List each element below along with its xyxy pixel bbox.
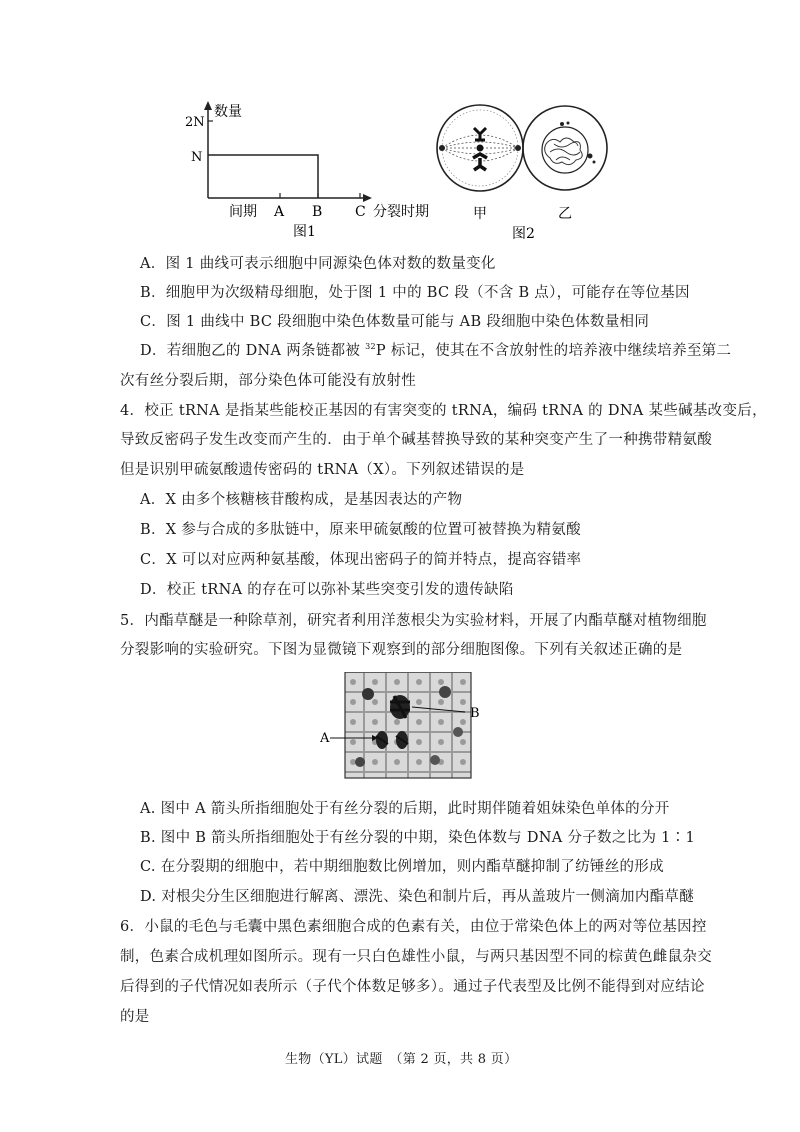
q4-stem-line-2: 导致反密码子发生改变而产生的．由于单个碱基替换导致的某种突变产生了一种携带精氨酸: [120, 432, 712, 448]
q3-option-C: C．图 1 曲线中 BC 段细胞中染色体数量可能与 AB 段细胞中染色体数量相同: [140, 314, 650, 330]
q3-option-D-text-2: P 标记，使其在不含放射性的培养液中继续培养至第二: [375, 343, 732, 359]
q3-option-D-text-1: D．若细胞乙的 DNA 两条链都被: [140, 343, 366, 359]
x-label-C: C: [355, 204, 366, 220]
cell-B-metaphase: [390, 695, 410, 719]
figure2-illustration: [430, 100, 610, 245]
q3-option-D-continued: 次有丝分裂后期，部分染色体可能没有放射性: [120, 373, 416, 389]
x-label-B: B: [312, 204, 323, 220]
x-axis-arrow: [363, 194, 372, 202]
figure2: [430, 100, 610, 245]
q4-option-C: C．X 可以对应两种氨基酸，体现出密码子的简并特点，提高容错率: [140, 552, 582, 568]
y-tick-label-2N: 2N: [185, 115, 205, 130]
q5-option-B: B. 图中 B 箭头所指细胞处于有丝分裂的中期，染色体数与 DNA 分子数之比为 1∶1: [140, 830, 696, 846]
label-B: B: [470, 706, 480, 721]
label-A: A: [320, 731, 330, 746]
q6-stem-line-3: 后得到的子代情况如表所示（子代个体数足够多）。通过子代表型及比例不能得到对应结论: [120, 979, 705, 995]
x-axis-label: 分裂时期: [373, 204, 429, 220]
q5-option-D: D. 对根尖分生区细胞进行解离、漂洗、染色和制片后，再从盖玻片一侧滴加内酯草醚: [140, 889, 695, 905]
x-label-A: A: [274, 204, 285, 220]
micrograph-figure: [320, 672, 495, 784]
figure2-caption: 图2: [512, 226, 535, 242]
q3-option-B: B．细胞甲为次级精母细胞，处于图 1 中的 BC 段（不含 B 点），可能存在等位基因: [140, 285, 690, 301]
cell-yi-label: 乙: [558, 206, 572, 222]
micrograph-image: [320, 672, 495, 784]
y-tick-label-N: N: [191, 150, 203, 165]
q4-stem-line-3: 但是识别甲硫氨酸遗传密码的 tRNA（X）。下列叙述错误的是: [120, 462, 525, 478]
figure1-caption: 图1: [293, 224, 316, 240]
q4-option-D: D．校正 tRNA 的存在可以弥补某些突变引发的遗传缺陷: [140, 582, 514, 598]
q5-stem-line-2: 分裂影响的实验研究。下图为显微镜下观察到的部分细胞图像。下列有关叙述正确的是: [120, 642, 683, 658]
q5-option-C: C. 在分裂期的细胞中，若中期细胞数比例增加，则内酯草醚抑制了纺锤丝的形成: [140, 859, 664, 875]
cell-yi: [523, 106, 607, 190]
q6-stem-line-4: 的是: [120, 1009, 150, 1025]
q4-option-A: A．X 由多个核糖核苷酸构成，是基因表达的产物: [140, 492, 463, 508]
x-label-interphase: 间期: [229, 204, 257, 220]
q5-option-A: A. 图中 A 箭头所指细胞处于有丝分裂的后期，此时期伴随着姐妹染色单体的分开: [140, 801, 670, 817]
cell-jia: [437, 105, 523, 191]
q5-stem-line-1: 5．内酯草醚是一种除草剂，研究者利用洋葱根尖为实验材料，开展了内酯草醚对植物细胞: [120, 613, 707, 629]
q3-option-A: A．图 1 曲线可表示细胞中同源染色体对数的数量变化: [140, 256, 496, 272]
q3-option-D: [140, 341, 731, 361]
q6-stem-line-1: 6．小鼠的毛色与毛囊中黑色素细胞合成的色素有关，由位于常染色体上的两对等位基因控: [120, 919, 707, 935]
page-footer: 生物（YL）试题 （第 2 页，共 8 页）: [285, 1052, 518, 1067]
q4-stem-line-1: 4．校正 tRNA 是指某些能校正基因的有害突变的 tRNA，编码 tRNA 的 DNA 某些碱基改变后，: [120, 403, 767, 419]
q3-option-D-isotope: 32: [365, 342, 376, 352]
figure1-chart: [185, 98, 435, 243]
series-line: [208, 155, 318, 198]
q4-option-B: B．X 参与合成的多肽链中，原来甲硫氨酸的位置可被替换为精氨酸: [140, 522, 581, 538]
y-axis-label: 数量: [214, 104, 242, 120]
cell-jia-label: 甲: [473, 206, 487, 222]
q6-stem-line-2: 制，色素合成机理如图所示。现有一只白色雄性小鼠，与两只基因型不同的棕黄色雌鼠杂交: [120, 949, 712, 965]
figure1: [185, 98, 435, 243]
y-axis-arrow: [204, 101, 212, 110]
